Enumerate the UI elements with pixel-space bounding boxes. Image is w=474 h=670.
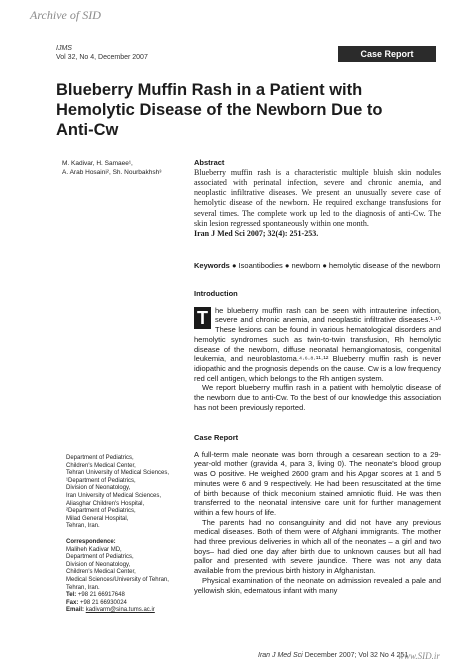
correspondence-line: Maliheh Kadivar MD, xyxy=(66,546,122,553)
affiliation-line: Children's Medical Center, xyxy=(66,462,136,469)
tel-line xyxy=(66,592,186,600)
tel-label: Tel: xyxy=(66,592,77,599)
introduction-paragraph xyxy=(194,306,441,384)
case-report-heading: Case Report xyxy=(194,433,239,442)
footer-journal: Iran J Med Sci xyxy=(258,652,303,659)
affiliation-line: ¹Department of Pediatrics, xyxy=(66,477,136,484)
email-link[interactable]: kadivarm@sina.tums.ac.ir xyxy=(85,607,155,614)
abstract-text: Blueberry muffin rash is a characteristic multiple bluish skin nodules associated with perinatal infection, severe and chronic anemia, and neoplastic infiltrative diseases. We present an unusually severe case of hemolytic disease of the newborn. He required exchange transfusions for several times. The complete work up led to the diagnosis of anti-Cw. The skin lesion regressed spontaneously within one month. xyxy=(194,167,441,228)
article-title: Blueberry Muffin Rash in a Patient with Hemolytic Disease of the Newborn Due to Anti-Cw xyxy=(56,81,383,139)
footer-issue: December 2007; Vol 32 No 4 251 xyxy=(304,652,409,659)
affiliations-block xyxy=(66,455,186,615)
tel-value: +98 21 66917648 xyxy=(77,592,125,599)
watermark-sid: www.SID.ir xyxy=(398,651,440,661)
author-line: A. Arab Hosaini², Sh. Nourbakhsh³ xyxy=(62,168,162,176)
keywords-label: Keywords xyxy=(194,261,230,270)
fax-line xyxy=(66,600,186,608)
fax-value: +98 21 66930024 xyxy=(80,599,127,606)
journal-abbrev: IJMS xyxy=(56,45,72,52)
email-label: Email: xyxy=(66,607,85,614)
correspondence-line: Tehran, Iran. xyxy=(66,584,100,591)
affiliation-line: Iran University of Medical Sciences, xyxy=(66,492,162,499)
intro-text: he blueberry muffin rash can be seen with intrauterine infection, severe and chronic anemia, and neoplastic infiltrative diseases.¹·¹⁰ These lesions can be found in various hematological disorders and hemolytic syndromes such as twin-to-twin transfusion, Rh hemolytic disease of the newborn, diffuse neonatal hemangiomatosis, congenital leukemia, and neuroblastoma.⁴·⁶·⁸·¹¹·¹² Blueberry muffin rash is never idiopathic and the prognosis depends on the cause. Cw is a low frequency red cell antigen, which belongs to the Rh antigen system. xyxy=(194,305,441,383)
drop-cap: T xyxy=(194,307,211,329)
correspondence-heading: Correspondence: xyxy=(66,538,116,545)
article-type-badge: Case Report xyxy=(338,46,436,62)
correspondence-line: Children's Medical Center, xyxy=(66,569,136,576)
author-list xyxy=(62,160,161,177)
fax-label: Fax: xyxy=(66,599,79,606)
journal-issue: Vol 32, No 4, December 2007 xyxy=(56,54,148,61)
correspondence-line: Department of Pediatrics, xyxy=(66,554,134,561)
affiliation-line: Division of Neonatology, xyxy=(66,485,131,492)
author-line: M. Kadivar, H. Samaee¹, xyxy=(62,160,133,167)
case-paragraph: Physical examination of the neonate on admission revealed a pale and yellowish skin, edematous infant with many xyxy=(194,575,441,595)
affiliation-line: Department of Pediatrics, xyxy=(66,455,134,461)
introduction-heading: Introduction xyxy=(194,289,238,298)
email-line xyxy=(66,607,186,615)
affiliation-line: ²Department of Pediatrics, xyxy=(66,508,136,515)
page-footer xyxy=(258,652,408,659)
keywords-section xyxy=(194,261,441,271)
affiliation-line: Milad General Hospital, xyxy=(66,515,129,522)
abstract-heading: Abstract xyxy=(194,158,225,167)
case-paragraph: The parents had no consanguinity and did not have any previous medical diseases. Both of them were of Afghani immigrants. The mother had three previous deliveries in which all of the neonates – a girl and two boys– had died one day after birth due to unknown causes but all had pallor and presented with severe jaundice. There was not any data available from the previous birth history in Afghanistan. xyxy=(194,517,441,576)
abstract-citation: Iran J Med Sci 2007; 32(4): 251-253. xyxy=(194,228,319,238)
case-report-section xyxy=(194,433,441,595)
case-paragraph: A full-term male neonate was born through a cesarean section to a 29-year-old mother (gravida 4, para 3, living 0). The neonate's blood group was O positive. He weighed 2600 gram and his Apgar scores at 1 and 5 minutes were 6 and 9 respectively. He had been resuscitated at the time of birth because of thick meconium stained amniotic fluid. He was then transferred to the neonatal intensive care unit for further management within a few hours of life. xyxy=(194,449,441,517)
introduction-paragraph: We report blueberry muffin rash in a patient with hemolytic disease of the newborn due to anti-Cw. To the best of our knowledge this association has not been previously reported. xyxy=(194,383,441,412)
correspondence-line: Division of Neonatology, xyxy=(66,561,131,568)
keywords-text: ● Isoantibodies ● newborn ● hemolytic disease of the newborn xyxy=(231,261,441,270)
abstract-section xyxy=(194,158,441,239)
journal-meta xyxy=(56,44,148,62)
affiliation-line: Tehran, Iran. xyxy=(66,523,100,530)
affiliation-line: Tehran University of Medical Sciences, xyxy=(66,470,170,477)
affiliation-line: Aliasghar Children's Hospital, xyxy=(66,500,145,507)
watermark-archive: Archive of SID xyxy=(30,8,101,22)
correspondence-line: Medical Sciences/University of Tehran, xyxy=(66,576,169,583)
introduction-section xyxy=(194,289,441,412)
